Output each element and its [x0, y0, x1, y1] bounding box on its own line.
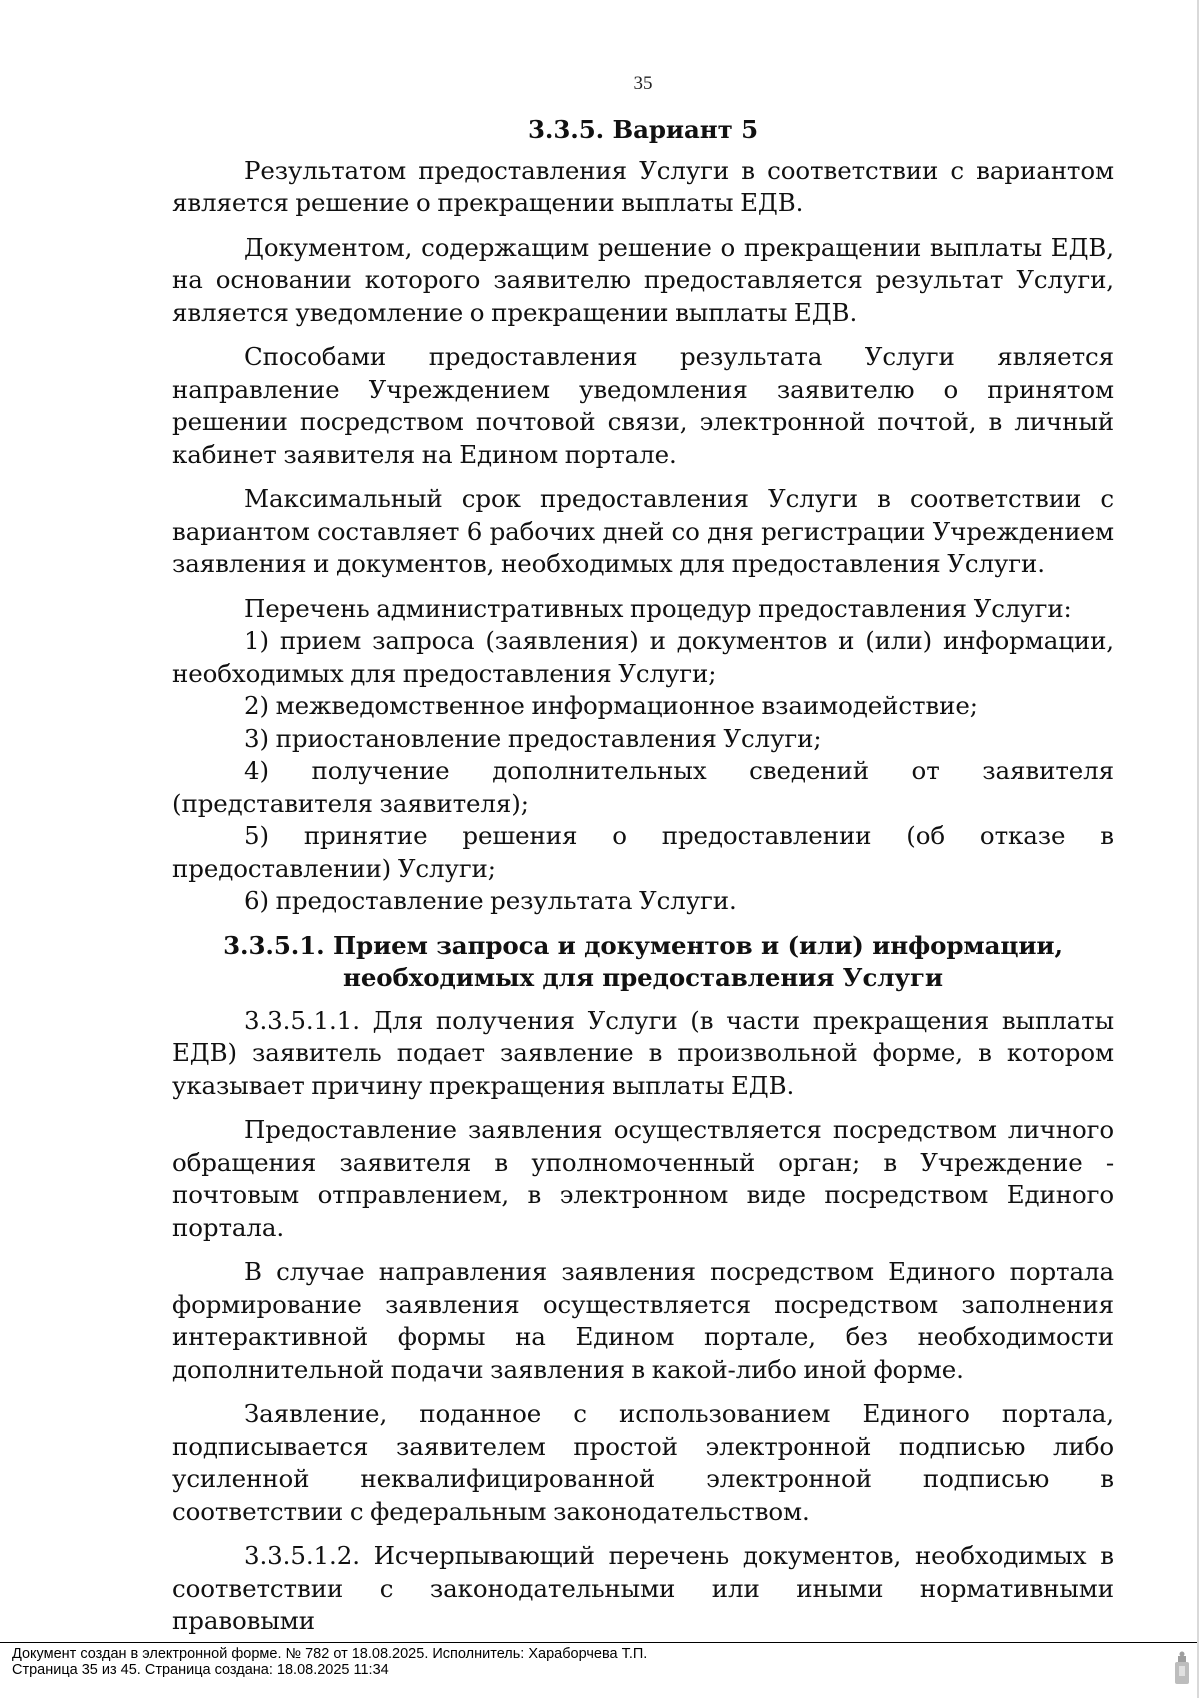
page-number: 35 — [633, 73, 653, 94]
paragraph: Предоставление заявления осуществляется посредством личного обращения заявителя в уполномоченный орган; в Учреждение - почтовым отправлением, в электронном виде посредством Единого портала. — [172, 1115, 1114, 1242]
paragraph: В случае направления заявления посредством Единого портала формирование заявления осуществляется посредством заполнения интерактивной формы на Едином портале, без необходимости дополнительной подачи заявления в какой-либо иной форме. — [172, 1257, 1114, 1384]
footer-divider — [0, 1642, 1197, 1643]
paragraph: Способами предоставления результата Услуги является направление Учреждением уведомления заявителю о принятом решении посредством почтовой связи, электронной почтой, в личный кабинет заявителя на Едином портале. — [172, 342, 1114, 469]
footer-line-page: Страница 35 из 45. Страница создана: 18.08.2025 11:34 — [12, 1662, 389, 1678]
page-edge — [1197, 0, 1199, 1698]
footer-line-document: Документ создан в электронной форме. № 782 от 18.08.2025. Исполнитель: Хараборчева Т.П. — [12, 1646, 648, 1662]
procedure-item: 1) прием запроса (заявления) и документов и (или) информации, необходимых для предоставления Услуги; — [172, 626, 1114, 688]
procedure-item: 5) принятие решения о предоставлении (об отказе в предоставлении) Услуги; — [172, 821, 1114, 883]
paragraph: Документом, содержащим решение о прекращении выплаты ЕДВ, на основании которого заявителю предоставляется результат Услуги, является уведомление о прекращении выплаты ЕДВ. — [172, 232, 1114, 327]
procedure-item: 4) получение дополнительных сведений от заявителя (представителя заявителя); — [172, 756, 1114, 818]
footer — [12, 1646, 1172, 1678]
procedures-intro: Перечень административных процедур предоставления Услуги: — [244, 593, 1072, 623]
procedure-item: 2) межведомственное информационное взаимодействие; — [244, 691, 978, 720]
document-body — [172, 114, 1114, 1650]
paragraph: Результатом предоставления Услуги в соответствии с вариантом является решение о прекращении выплаты ЕДВ. — [172, 155, 1114, 217]
paragraph: 3.3.5.1.2. Исчерпывающий перечень документов, необходимых в соответствии с законодательными или иными нормативными правовыми — [172, 1541, 1114, 1635]
procedure-item: 3) приостановление предоставления Услуги; — [244, 723, 822, 753]
paragraph: 3.3.5.1.1. Для получения Услуги (в части прекращения выплаты ЕДВ) заявитель подает заявление в произвольной форме, в котором указывает причину прекращения выплаты ЕДВ. — [172, 1005, 1114, 1100]
procedure-item: 6) предоставление результата Услуги. — [244, 886, 737, 915]
coat-of-arms-icon — [1172, 1650, 1192, 1688]
paragraph: Заявление, поданное с использованием Единого портала, подписывается заявителем простой электронной подписью либо усиленной неквалифицированной электронной подписью в соответствии с федеральным законодательством. — [172, 1399, 1114, 1526]
subsection-title: 3.3.5.1. Прием запроса и документов и (или) информации, необходимых для предоставления Услуги — [223, 930, 1063, 992]
section-title: 3.3.5. Вариант 5 — [527, 115, 759, 144]
paragraph: Максимальный срок предоставления Услуги в соответствии с вариантом составляет 6 рабочих дней со дня регистрации Учреждением заявления и документов, необходимых для предоставления Услуги. — [172, 484, 1114, 578]
